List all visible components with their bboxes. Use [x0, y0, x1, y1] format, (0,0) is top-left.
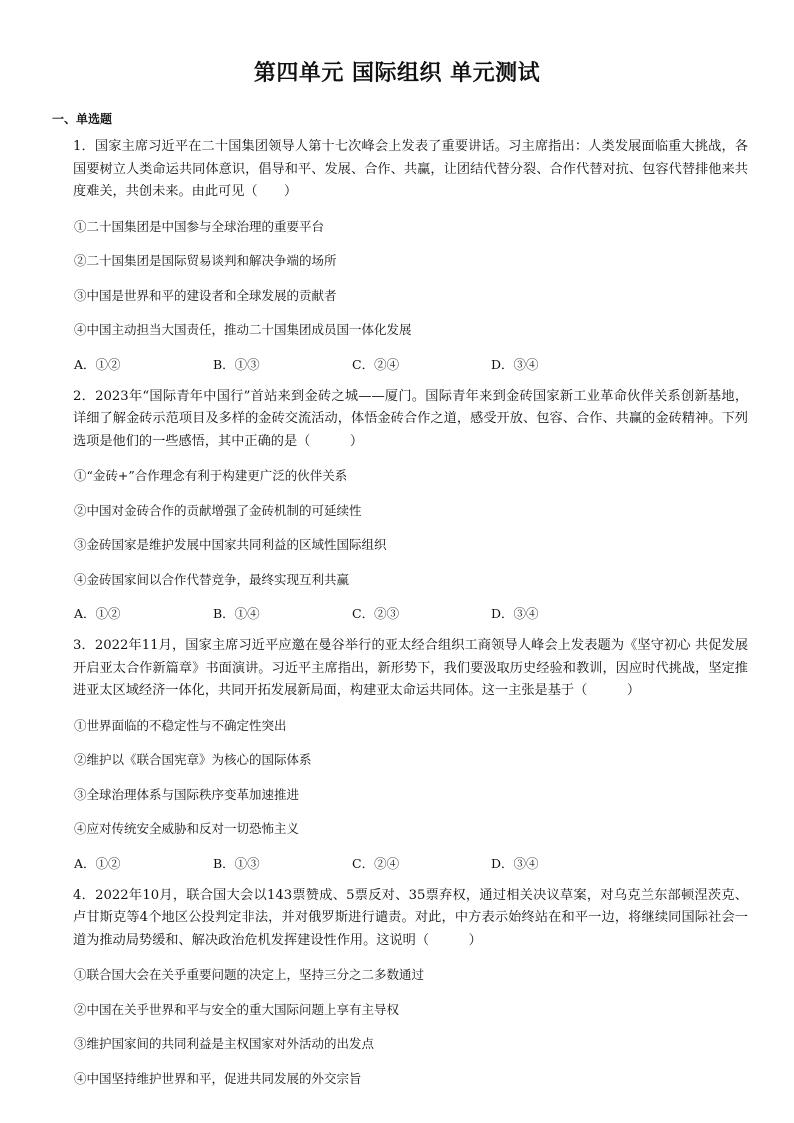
statement: ④金砖国家间以合作代替竞争，最终实现互利共赢	[74, 571, 350, 587]
choice-a[interactable]: A．①②	[74, 356, 121, 372]
question-text: 2022年11月，国家主席习近平应邀在曼谷举行的亚太经合组织工商领导人峰会上发表题为《坚守初心 共促发展 开启亚太合作新篇章》书面演讲。习近平主席指出，新形势下，我们要汲取历史经验和教训，因应时代挑战，坚定推进亚太区域经济一体化，共同开拓发展新局面，构建亚太命运共同体。这一主张是基于（ ）	[73, 638, 749, 698]
question-4	[52, 885, 748, 1097]
question-text: 2022年10月，联合国大会以143票赞成、5票反对、35票弃权，通过相关决议草案，对乌克兰东部顿涅茨克、卢甘斯克等4个地区公投判定非法，并对俄罗斯进行谴责。对此，中方表示始终站在和平一边，将继续同国际社会一道为推动局势缓和、解决政治危机发挥建设性作用。这说明（ ）	[73, 887, 748, 948]
answer-choices	[52, 847, 748, 881]
choice-a[interactable]: A．①②	[74, 855, 121, 871]
question-text: 国家主席习近平在二十国集团领导人第十七次峰会上发表了重要讲话。习主席指出：人类发展面临重大挑战，各国要树立人类命运共同体意识，倡导和平、发展、合作、共赢，让团结代替分裂、合作代替对抗、包容代替排他来共度难关，共创未来。由此可见（ ）	[73, 139, 749, 199]
question-3	[52, 635, 748, 881]
question-stem	[52, 386, 748, 454]
statement: ②中国在关乎世界和平与安全的重大国际问题上享有主导权	[74, 1001, 400, 1017]
question-number: 2．	[73, 388, 96, 404]
choice-a[interactable]: A．①②	[74, 606, 121, 621]
statement: ①“金砖+”合作理念有利于构建更广泛的伙伴关系	[74, 468, 348, 483]
statement: ①二十国集团是中国参与全球治理的重要平台	[74, 218, 325, 234]
section-heading: 一、单选题	[52, 112, 113, 126]
choice-d[interactable]: D．③④	[491, 606, 539, 621]
statement: ④应对传统安全威胁和反对一切恐怖主义	[74, 821, 300, 836]
statement: ④中国坚持维护世界和平，促进共同发展的外交宗旨	[74, 1070, 362, 1086]
question-stem	[52, 136, 748, 204]
statement: ①联合国大会在关乎重要问题的决定上，坚持三分之二多数通过	[74, 967, 425, 982]
statement: ②中国对金砖合作的贡献增强了金砖机制的可延续性	[74, 502, 362, 518]
question-number: 4．	[73, 887, 96, 903]
statement: ③维护国家间的共同利益是主权国家对外活动的出发点	[74, 1036, 375, 1051]
question-stem	[52, 885, 748, 953]
answer-choices	[52, 597, 748, 631]
statement: ③全球治理体系与国际秩序变革加速推进	[74, 786, 300, 802]
question-2	[52, 386, 748, 632]
question-number: 1．	[73, 139, 95, 154]
statement: ④中国主动担当大国责任，推动二十国集团成员国一体化发展	[74, 322, 412, 337]
question-stem	[52, 635, 748, 703]
statement: ①世界面临的不稳定性与不确定性突出	[74, 717, 287, 733]
statement: ③中国是世界和平的建设者和全球发展的贡献者	[74, 287, 337, 303]
question-list	[52, 136, 748, 1096]
statement: ③金砖国家是维护发展中国家共同利益的区域性国际组织	[74, 537, 387, 552]
choice-c[interactable]: C．②④	[352, 855, 400, 871]
question-number: 3．	[73, 638, 95, 653]
choice-b[interactable]: B．①③	[213, 356, 260, 372]
question-text: 2023年“国际青年中国行”首站来到金砖之城——厦门。国际青年来到金砖国家新工业革命伙伴关系创新基地，详细了解金砖示范项目及多样的金砖交流活动，体悟金砖合作之道，感受开放、包容、合作、共赢的金砖精神。下列选项是他们的一些感悟，其中正确的是（ ）	[73, 388, 749, 449]
statement: ②维护以《联合国宪章》为核心的国际体系	[74, 752, 312, 767]
choice-c[interactable]: C．②③	[352, 606, 400, 621]
choice-d[interactable]: D．③④	[491, 855, 539, 871]
choice-d[interactable]: D．③④	[491, 356, 539, 372]
answer-choices	[52, 348, 748, 382]
page-title: 第四单元 国际组织 单元测试	[253, 61, 541, 86]
choice-c[interactable]: C．②④	[352, 356, 400, 372]
choice-b[interactable]: B．①③	[213, 855, 260, 871]
statement: ②二十国集团是国际贸易谈判和解决争端的场所	[74, 253, 337, 268]
question-1	[52, 136, 748, 382]
choice-b[interactable]: B．①④	[213, 606, 260, 621]
